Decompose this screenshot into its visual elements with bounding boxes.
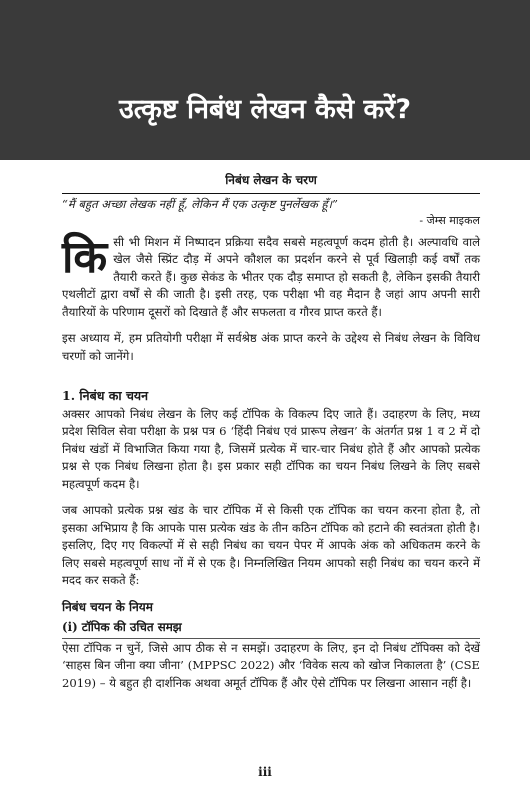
chapter-paragraph: इस अध्याय में, हम प्रतियोगी परीक्षा में सर्वश्रेष्ठ अंक प्राप्त करने के उद्देश्य से निबंध लेखन के विविध चरणों को जानेंगे। bbox=[62, 331, 480, 363]
drop-cap: कि bbox=[62, 231, 108, 283]
page-number: iii bbox=[258, 765, 272, 779]
title-banner bbox=[0, 0, 530, 160]
intro-text: सी भी मिशन में निष्पादन प्रक्रिया सदैव सबसे महत्वपूर्ण कदम होती है। अल्पावधि वाले खेल जैसे स्प्रिंट दौड़ में अपने कौशल का प्रदर्शन करने से पूर्व खिलाड़ी कई वर्षों तक तैयारी करते हैं। कुछ सेकंड के भीतर एक दौड़ समाप्त हो सकती है, लेकिन इसकी तैयारी एथलीटों द्वारा वर्षों से की जाती है। इसी तरह, एक परीक्षा भी वह मैदान है जहां आप अपनी सारी तैयारियों के परिणाम दूसरों को दिखाते हैं और सफलता व गौरव प्राप्त करते हैं। bbox=[62, 234, 480, 319]
document-body bbox=[62, 172, 480, 701]
epigraph-quote: “मैं बहुत अच्छा लेखक नहीं हूँ, लेकिन मैं एक उत्कृष्ट पुनर्लेखक हूँ।” bbox=[62, 196, 338, 211]
rule-1-paragraph: ऐसा टॉपिक न चुनें, जिसे आप ठीक से न समझें। उदाहरण के लिए, इन दो निबंध टॉपिक्स को देखें ‘साहस बिन जीना क्या जीना’ (MPPSC 2022) और ‘विवेक सत्य को खोज निकालता है’ (CSE 2019) – ये बहुत ही दार्शनिक अथवा अमूर्त टॉपिक हैं और ऐसे टॉपिक पर लिखना आसान नहीं है। bbox=[62, 640, 480, 690]
topic-selection-paragraph-2: जब आपको प्रत्येक प्रश्न खंड के चार टॉपिक में से किसी एक टॉपिक का चयन करना होता है, तो इसका अभिप्राय है कि आपके पास प्रत्येक खंड के तीन कठिन टॉपिक को हटाने की स्वतंत्रता होती है। इसलिए, दिए गए विकल्पों में से सही निबंध का चयन पेपर में आपके अंक को अधिकतम करने के लिए सबसे महत्वपूर्ण साध नों में से एक है। निम्नलिखित नियम आपको सही निबंध का चयन करने में मदद कर सकते हैं: bbox=[62, 503, 480, 587]
topic-selection-heading: 1. निबंध का चयन bbox=[62, 388, 149, 403]
topic-selection-paragraph-1: अक्सर आपको निबंध लेखन के लिए कई टॉपिक के विकल्प दिए जाते हैं। उदाहरण के लिए, मध्य प्रदेश सिविल सेवा परीक्षा के प्रश्न पत्र 6 ‘हिंदी निबंध एवं प्रारूप लेखन’ के अंतर्गत प्रश्न 1 व 2 में दो निबंध खंडों में विभाजित किया गया है, जिसमें प्रत्येक में चार-चार निबंध होते हैं और आपको प्रत्येक प्रश्न से एक निबंध लिखना होता है। इस प्रकार सही टॉपिक का चयन निबंध लिखने के लिए सबसे महत्वपूर्ण कदम है। bbox=[62, 406, 480, 491]
page-title: उत्कृष्ट निबंध लेखन कैसे करें? bbox=[119, 94, 411, 125]
rules-heading: निबंध चयन के नियम bbox=[62, 599, 153, 614]
section-heading: निबंध लेखन के चरण bbox=[62, 172, 480, 194]
rule-1-heading bbox=[62, 619, 480, 639]
quote-attribution: - जेम्स माइकल bbox=[419, 214, 480, 227]
rule-1-heading-text: (i) टॉपिक की उचित समझ bbox=[62, 619, 480, 639]
intro-paragraph bbox=[62, 231, 480, 322]
